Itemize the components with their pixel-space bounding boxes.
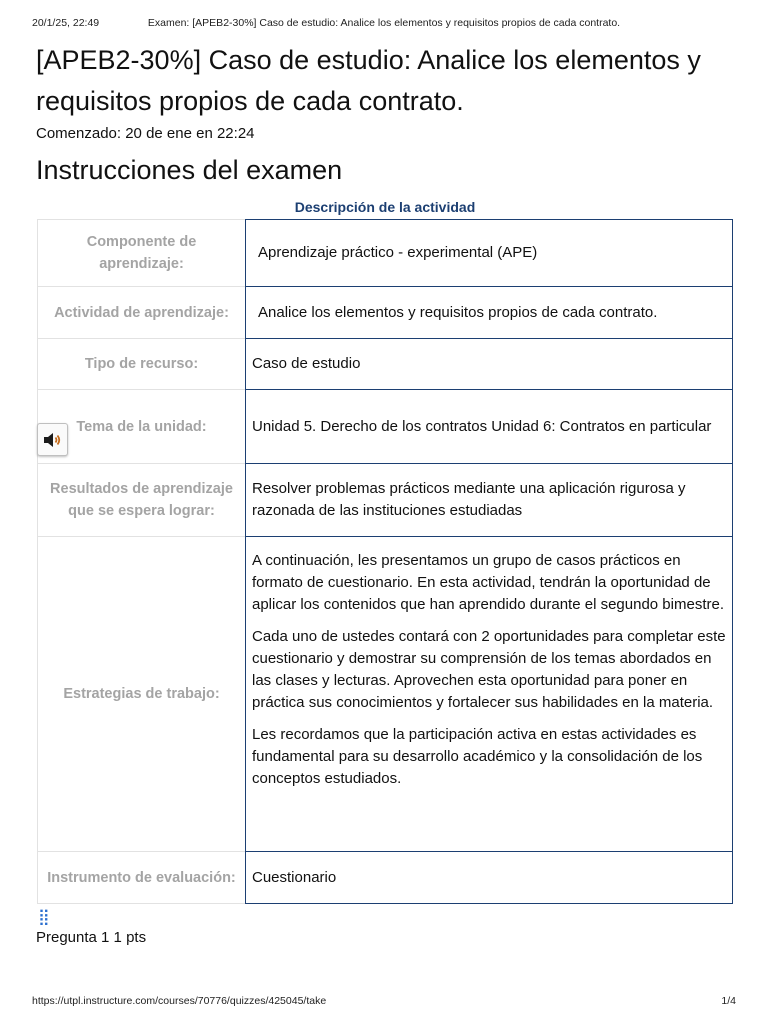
activity-row-tema <box>37 390 733 464</box>
instructions-heading: Instrucciones del examen <box>36 155 343 185</box>
activity-label: Instrumento de evaluación: <box>37 852 245 904</box>
activity-label: Resultados de aprendizaje que se espera lograr: <box>37 464 245 537</box>
activity-label: Tema de la unidad: <box>37 390 245 464</box>
exam-started-time: Comenzado: 20 de ene en 22:24 <box>36 125 255 142</box>
print-url: https://utpl.instructure.com/courses/70776/quizzes/425045/take <box>32 995 327 1007</box>
activity-label: Componente de aprendizaje: <box>37 219 245 287</box>
activity-row-actividad <box>37 287 733 339</box>
activity-value: Aprendizaje práctico - experimental (APE) <box>245 219 733 287</box>
activity-row-resultados <box>37 464 733 537</box>
strategy-paragraph: Cada uno de ustedes contará con 2 oportunidades para completar este cuestionario y demostrar su comprensión de los temas abordados en las clases y lecturas. Aprovechen esta oportunidad para poner en práctica sus conocimientos y fortalecer sus habilidades en la materia. <box>252 628 726 711</box>
activity-table <box>37 219 733 904</box>
activity-caption: Descripción de la actividad <box>294 199 476 215</box>
speaker-icon <box>42 431 64 449</box>
activity-label: Estrategias de trabajo: <box>37 537 245 852</box>
strategy-paragraph: A continuación, les presentamos un grupo de casos prácticos en formato de cuestionario. En esta actividad, tendrán la oportunidad de aplicar los contenidos que han aprendido durante el segundo bimestre. <box>252 552 724 613</box>
drag-handle-icon[interactable]: ⣿ <box>38 909 49 926</box>
print-header <box>32 17 736 31</box>
activity-value: Cuestionario <box>245 852 733 904</box>
strategy-paragraph: Les recordamos que la participación activa en estas actividades es fundamental para su desarrollo académico y la consolidación de los conceptos estudiados. <box>252 726 703 787</box>
activity-row-estrategias <box>37 537 733 852</box>
activity-label: Actividad de aprendizaje: <box>37 287 245 339</box>
print-timestamp: 20/1/25, 22:49 <box>32 17 100 29</box>
activity-value: Resolver problemas prácticos mediante una aplicación rigurosa y razonada de las instituciones estudiadas <box>245 464 733 537</box>
activity-label: Tipo de recurso: <box>37 339 245 390</box>
activity-value: Unidad 5. Derecho de los contratos Unidad 6: Contratos en particular <box>245 390 733 464</box>
exam-title: [APEB2-30%] Caso de estudio: Analice los elementos y requisitos propios de cada contrato. <box>36 45 701 116</box>
activity-value: Caso de estudio <box>245 339 733 390</box>
activity-value <box>245 537 733 852</box>
activity-row-tipo-recurso <box>37 339 733 390</box>
print-page-title: Examen: [APEB2-30%] Caso de estudio: Analice los elementos y requisitos propios de cada contrato. <box>147 17 621 29</box>
print-page-number: 1/4 <box>721 995 736 1007</box>
audio-button[interactable] <box>37 423 68 456</box>
activity-row-componente <box>37 219 733 287</box>
activity-value: Analice los elementos y requisitos propios de cada contrato. <box>245 287 733 339</box>
question-label: Pregunta 1 1 pts <box>36 929 147 946</box>
activity-row-instrumento <box>37 852 733 904</box>
